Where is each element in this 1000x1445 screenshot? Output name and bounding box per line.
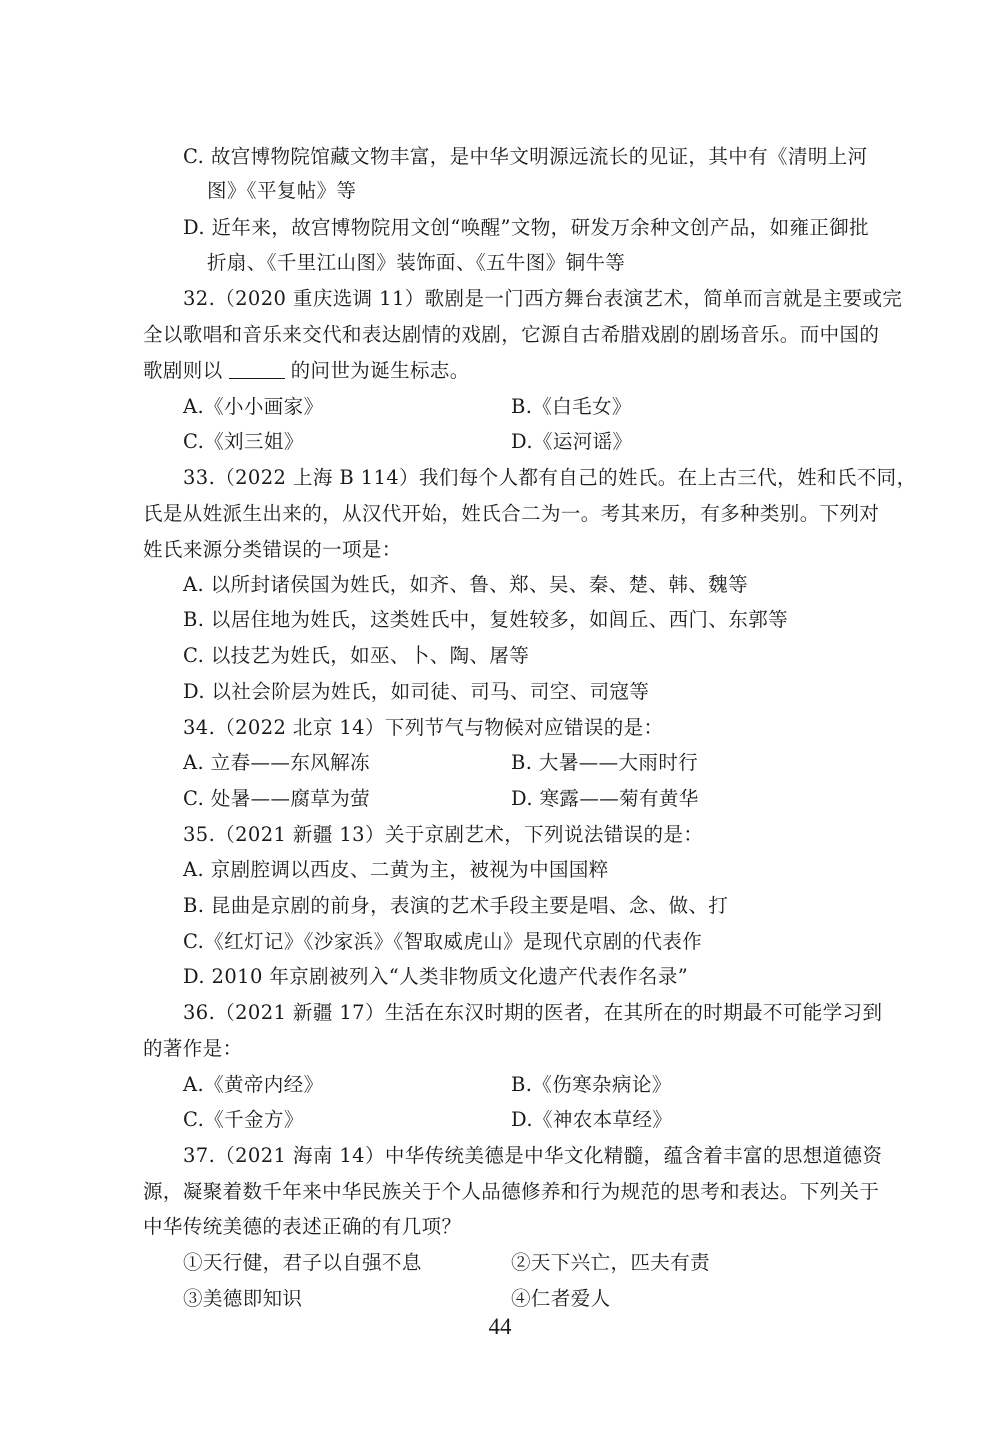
q33-option-b: B. 以居住地为姓氏，这类姓氏中，复姓较多，如闾丘、西门、东郭等 (183, 608, 789, 631)
q31-option-d-line2: 折扇、《千里江山图》装饰面、《五牛图》铜牛等 (207, 251, 626, 274)
answer-blank (229, 358, 285, 379)
q34-stem: 34.（2022 北京 14）下列节气与物候对应错误的是： (183, 716, 664, 739)
q31-option-c-line2: 图》《平复帖》等 (207, 179, 357, 202)
q32-option-b: B.《白毛女》 (511, 395, 632, 418)
q32-option-d: D.《运河谣》 (511, 430, 633, 453)
q34-option-b: B. 大暑——大雨时行 (511, 751, 699, 774)
q37-item-2: ②天下兴亡，匹夫有责 (511, 1251, 711, 1274)
q32-stem-line3-post: 的问世为诞生标志。 (290, 359, 470, 382)
q35-option-a: A. 京剧腔调以西皮、二黄为主，被视为中国国粹 (183, 858, 609, 881)
q37-item-4: ④仁者爱人 (511, 1287, 611, 1310)
q33-option-d: D. 以社会阶层为姓氏，如司徒、司马、司空、司寇等 (183, 680, 650, 703)
q34-option-d: D. 寒露——菊有黄华 (511, 787, 699, 810)
q31-option-d-line1: D. 近年来，故宫博物院用文创“唤醒”文物，研发万余种文创产品，如雍正御批 (183, 216, 870, 239)
q36-option-b: B.《伤寒杂病论》 (511, 1073, 672, 1096)
q35-option-c: C.《红灯记》《沙家浜》《智取威虎山》是现代京剧的代表作 (183, 930, 703, 953)
q32-stem-line2: 全以歌唱和音乐来交代和表达剧情的戏剧，它源自古希腊戏剧的剧场音乐。而中国的 (143, 323, 880, 346)
q32-stem-line1: 32.（2020 重庆选调 11）歌剧是一门西方舞台表演艺术，简单而言就是主要或完 (183, 287, 903, 310)
q37-stem-line3: 中华传统美德的表述正确的有几项？ (143, 1215, 462, 1238)
q36-option-a: A.《黄帝内经》 (183, 1073, 324, 1096)
q36-stem-line2: 的著作是： (143, 1037, 243, 1060)
q37-stem-line1: 37.（2021 海南 14）中华传统美德是中华文化精髓，蕴含着丰富的思想道德资 (183, 1144, 883, 1167)
q34-option-c: C. 处暑——腐草为萤 (183, 787, 371, 810)
q37-stem-line2: 源，凝聚着数千年来中华民族关于个人品德修养和行为规范的思考和表达。下列关于 (143, 1180, 880, 1203)
q33-stem-line3: 姓氏来源分类错误的一项是： (143, 538, 402, 561)
q35-option-d: D. 2010 年京剧被列入“人类非物质文化遗产代表作名录” (183, 965, 689, 988)
q33-option-a: A. 以所封诸侯国为姓氏，如齐、鲁、郑、吴、秦、楚、韩、魏等 (183, 573, 748, 596)
q37-item-1: ①天行健，君子以自强不息 (183, 1251, 422, 1274)
q32-option-a: A.《小小画家》 (183, 395, 324, 418)
q32-option-c: C.《刘三姐》 (183, 430, 304, 453)
q35-stem: 35.（2021 新疆 13）关于京剧艺术，下列说法错误的是： (183, 823, 704, 846)
q33-stem-line1: 33.（2022 上海 B 114）我们每个人都有自己的姓氏。在上古三代，姓和氏不同， (183, 466, 917, 489)
q34-option-a: A. 立春——东风解冻 (183, 751, 370, 774)
q35-option-b: B. 昆曲是京剧的前身，表演的艺术手段主要是唱、念、做、打 (183, 894, 729, 917)
q36-option-c: C.《千金方》 (183, 1108, 304, 1131)
q37-item-3: ③美德即知识 (183, 1287, 303, 1310)
q36-option-d: D.《神农本草经》 (511, 1108, 673, 1131)
q36-stem-line1: 36.（2021 新疆 17）生活在东汉时期的医者，在其所在的时期最不可能学习到 (183, 1001, 883, 1024)
q33-stem-line2: 氏是从姓派生出来的，从汉代开始，姓氏合二为一。考其来历，有多种类别。下列对 (143, 502, 880, 525)
q32-stem-line3 (143, 354, 470, 388)
q32-stem-line3-pre: 歌剧则以 (143, 359, 223, 382)
page-number: 44 (488, 1314, 512, 1339)
q31-option-c-line1: C. 故宫博物院馆藏文物丰富，是中华文明源远流长的见证，其中有《清明上河 (183, 145, 868, 168)
q33-option-c: C. 以技艺为姓氏，如巫、卜、陶、屠等 (183, 644, 530, 667)
